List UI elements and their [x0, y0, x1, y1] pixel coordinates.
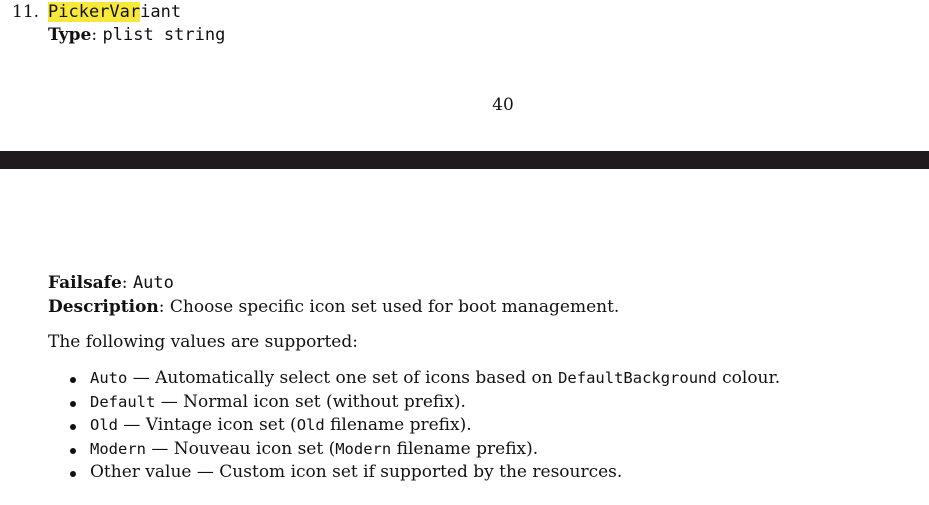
list-item-old — [68, 414, 780, 438]
description-line — [48, 297, 619, 317]
value-text-after: filename prefix). — [324, 415, 472, 435]
value-code: Old — [90, 416, 118, 434]
value-code-inline: Old — [296, 416, 325, 434]
failsafe-label: Failsafe — [48, 273, 122, 293]
list-item-picker-variant — [12, 2, 181, 22]
type-separator: : — [91, 25, 103, 45]
value-text: — Nouveau icon set ( — [146, 438, 336, 459]
list-item-default — [68, 391, 780, 415]
item-number: 11. — [12, 2, 40, 22]
list-item-modern — [68, 438, 780, 462]
search-highlight: PickerVar — [48, 2, 141, 22]
list-item-auto — [68, 367, 780, 391]
list-item-other — [68, 461, 780, 485]
failsafe-line — [48, 273, 174, 293]
value-code: Modern — [90, 439, 146, 458]
values-intro: The following values are supported: — [48, 332, 358, 352]
type-value: plist string — [102, 25, 226, 45]
values-list — [68, 367, 780, 485]
value-code-inline: DefaultBackground — [558, 369, 717, 387]
value-code-inline: Modern — [335, 439, 392, 458]
value-text: — Automatically select one set of icons based on — [127, 368, 559, 388]
type-label: Type — [48, 25, 92, 45]
value-code: Default — [90, 392, 156, 411]
failsafe-value: Auto — [132, 273, 174, 293]
description-text: : Choose specific icon set used for boot management. — [158, 297, 620, 317]
description-label: Description — [48, 297, 159, 317]
key-name-rest: iant — [140, 2, 182, 22]
value-text-after: colour. — [716, 368, 781, 388]
type-line — [48, 25, 225, 45]
value-text: — Normal icon set (without prefix). — [155, 391, 466, 412]
failsafe-separator: : — [121, 273, 133, 293]
page-break-separator — [0, 151, 929, 169]
value-text: Other value — Custom icon set if supported by the resources. — [90, 462, 623, 482]
value-text: — Vintage icon set ( — [118, 415, 297, 435]
value-code: Auto — [90, 369, 128, 387]
page-number: 40 — [492, 95, 514, 115]
value-text-after: filename prefix). — [391, 438, 539, 459]
